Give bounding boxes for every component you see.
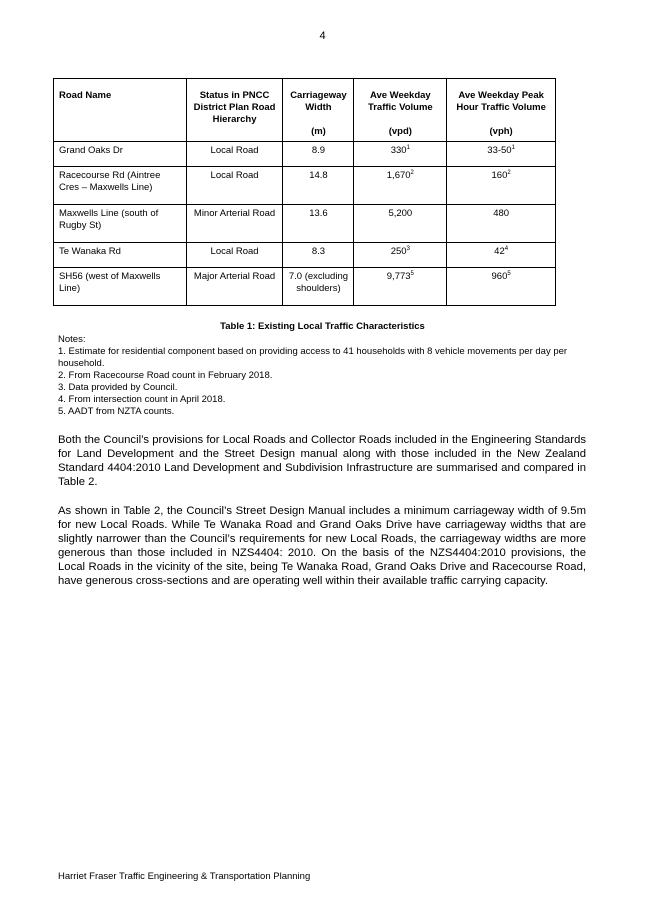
vph-cell: $42^4$	[447, 243, 556, 268]
table-row	[54, 268, 556, 306]
status-cell: Local Road	[186, 142, 283, 167]
width-cell: 8.9	[283, 142, 354, 167]
width-cell: 13.6	[283, 205, 354, 243]
body-paragraph: As shown in Table 2, the Council’s Street Design Manual includes a minimum carriageway width of 9.5m for new Local Roads. While Te Wanaka Road and Grand Oaks Drive have carriageway widths that are slightly narrower than the Council’s requirements for new Local Roads, the carriageway widths are more generous than those included in NZS4404: 2010. On the basis of the NZS4404:2010 provisions, the Local Roads in the vicinity of the site, being Te Wanaka Road, Grand Oaks Drive and Racecourse Road, have generous cross-sections and are operating well within their available traffic carrying capacity.	[58, 505, 586, 587]
table-row	[54, 142, 556, 167]
vph-cell: $960^5$	[447, 268, 556, 306]
road-name-cell: SH56 (west of Maxwells Line)	[54, 268, 187, 306]
note-item: 2. From Racecourse Road count in February 2018.	[58, 370, 273, 381]
vpd-cell: 1,670$^2$	[354, 167, 447, 205]
status-cell: Local Road	[186, 243, 283, 268]
header-peak-hour-volume: Ave Weekday Peak Hour Traffic Volume (vph)	[447, 79, 556, 142]
status-cell: Local Road	[186, 167, 283, 205]
road-name-cell: Maxwells Line (south of Rugby St)	[54, 205, 187, 243]
table-header-row	[54, 79, 556, 142]
notes-heading: Notes:	[58, 334, 86, 345]
status-cell: Minor Arterial Road	[186, 205, 283, 243]
vpd-cell: 9,773$^5$	[354, 268, 447, 306]
header-status: Status in PNCC District Plan Road Hierarchy	[186, 79, 283, 142]
width-cell: 8.3	[283, 243, 354, 268]
body-paragraph: Both the Council’s provisions for Local Roads and Collector Roads included in the Engineering Standards for Land Development and the Street Design manual along with those included in the New Zealand Standard 4404:2010 Land Development and Subdivision Infrastructure are summarised and compared in Table 2.	[58, 434, 586, 488]
width-cell: 14.8	[283, 167, 354, 205]
vph-cell: $160^2$	[447, 167, 556, 205]
note-item: 4. From intersection count in April 2018.	[58, 394, 226, 405]
header-road-name: Road Name	[54, 79, 187, 142]
note-item: 5. AADT from NZTA counts.	[58, 406, 175, 417]
road-name-cell: Te Wanaka Rd	[54, 243, 187, 268]
vpd-cell: $330^1$	[354, 142, 447, 167]
table-caption: Table 1: Existing Local Traffic Characteristics	[220, 321, 425, 332]
vpd-cell: $250^3$	[354, 243, 447, 268]
width-cell: 7.0 (excluding shoulders)	[283, 268, 354, 306]
note-item: 1. Estimate for residential component based on providing access to 41 households with 8 vehicle movements per day per household.	[58, 346, 568, 369]
table-row	[54, 205, 556, 243]
table-notes	[58, 334, 598, 418]
road-name-cell: Grand Oaks Dr	[54, 142, 187, 167]
road-name-cell: Racecourse Rd (Aintree Cres – Maxwells Line)	[54, 167, 187, 205]
vph-cell: 480	[447, 205, 556, 243]
vpd-cell: 5,200	[354, 205, 447, 243]
status-cell: Major Arterial Road	[186, 268, 283, 306]
header-carriageway-width: Carriageway Width (m)	[283, 79, 354, 142]
page-number: 4	[319, 30, 326, 42]
note-item: 3. Data provided by Council.	[58, 382, 178, 393]
traffic-characteristics-table	[53, 78, 556, 306]
vph-cell: $33-50^1$	[447, 142, 556, 167]
table-row	[54, 167, 556, 205]
header-weekday-volume: Ave Weekday Traffic Volume (vpd)	[354, 79, 447, 142]
table-row	[54, 243, 556, 268]
page-footer: Harriet Fraser Traffic Engineering & Transportation Planning	[58, 871, 311, 882]
